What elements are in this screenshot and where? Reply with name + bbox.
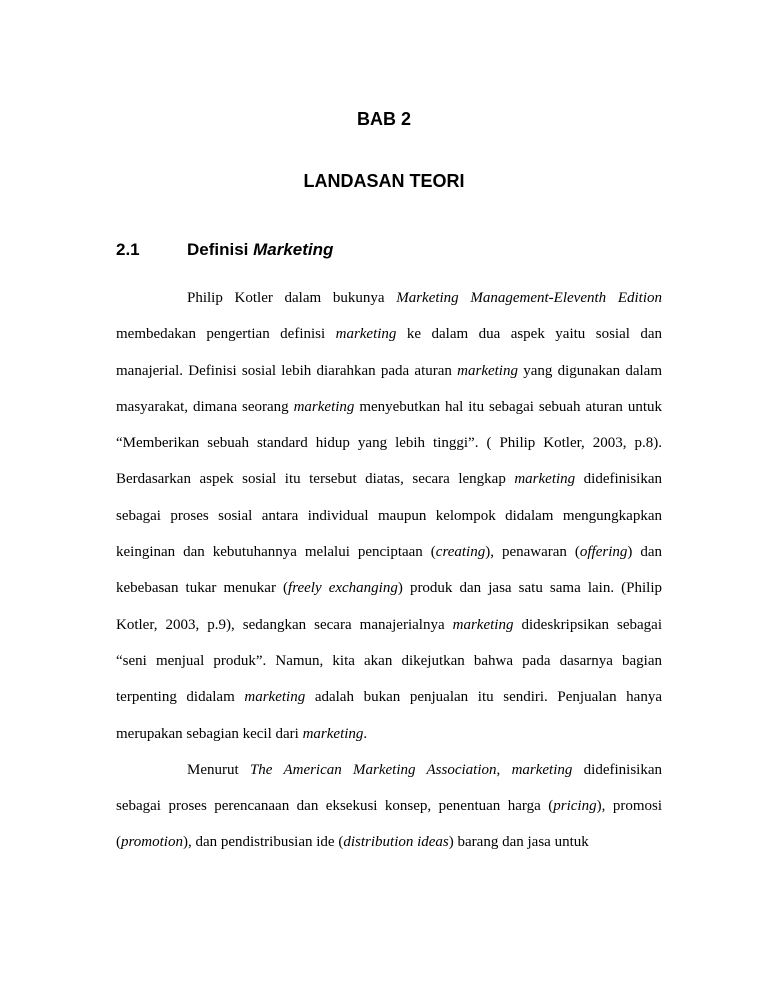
body-text [116,280,662,861]
text-run: menyebutkan hal itu sebagai sebuah aturan untuk “Memberikan sebuah standard hidup yang lebih tinggi”. ( Philip Kotler, 2003, p.8). Berdasarkan aspek sosial itu tersebut diatas, secara lengkap [116,398,662,488]
text-run: adalah bukan penjualan itu sendiri. Penjualan hanya merupakan sebagian kecil dari [116,689,662,742]
text-run: didefinisikan sebagai proses sosial antara individual maupun kelompok didalam mengungkapkan keinginan dan kebutuhannya melalui penciptaan ( [116,471,662,561]
italic-text-run: freely exchanging [288,580,398,597]
text-run: ) produk dan jasa satu sama lain. (Philip Kotler, 2003, p.9), sedangkan secara manajerialnya [116,580,662,633]
italic-text-run: The American Marketing Association [249,761,497,778]
section-title-plain: Definisi [187,240,254,259]
text-run: ) barang dan jasa untuk [448,834,589,851]
text-run: yang digunakan dalam masyarakat, dimana seorang [116,362,662,415]
italic-text-run: promotion [121,834,183,851]
text-run: ) dan kebebasan tukar menukar ( [116,544,663,597]
italic-text-run: creating [435,544,486,561]
text-run: membedakan pengertian definisi [116,326,336,343]
italic-text-run: marketing [302,725,364,742]
text-run: . [363,725,368,742]
text-run: Philip Kotler dalam bukunya [187,290,397,306]
italic-text-run: marketing [514,471,576,488]
italic-text-run: pricing [553,798,597,815]
italic-text-run: marketing [457,362,518,379]
text-run: ), dan pendistribusian ide ( [182,834,344,851]
italic-text-run: offering [579,544,628,561]
text-run: ke dalam dua aspek yaitu sosial dan manajerial. Definisi sosial lebih diarahkan pada aturan [116,326,663,379]
italic-text-run: marketing [511,761,573,778]
italic-text-run: marketing [452,616,514,633]
chapter-title: LANDASAN TEORI [303,171,465,191]
text-run: , [496,761,512,778]
italic-text-run: marketing [335,326,397,343]
text-run: dideskripsikan sebagai “seni menjual produk”. Namun, kita akan dikejutkan bahwa pada dasarnya bagian terpenting didalam [116,616,662,706]
section-title-italic: Marketing [253,240,334,259]
paragraph [116,280,662,752]
paragraph [116,752,662,861]
text-run: ), promosi ( [116,798,662,851]
chapter-number: BAB 2 [356,109,411,129]
text-run: ), penawaran ( [485,544,580,561]
italic-text-run: Marketing Management-Eleventh Edition [396,290,662,306]
section-heading [116,240,333,260]
text-run: didefinisikan sebagai proses perencanaan dan eksekusi konsep, penentuan harga ( [116,761,662,815]
section-number: 2.1 [116,240,140,259]
italic-text-run: marketing [293,398,355,415]
text-run: Menurut [187,761,250,778]
italic-text-run: distribution ideas [343,834,449,851]
italic-text-run: marketing [244,689,306,706]
